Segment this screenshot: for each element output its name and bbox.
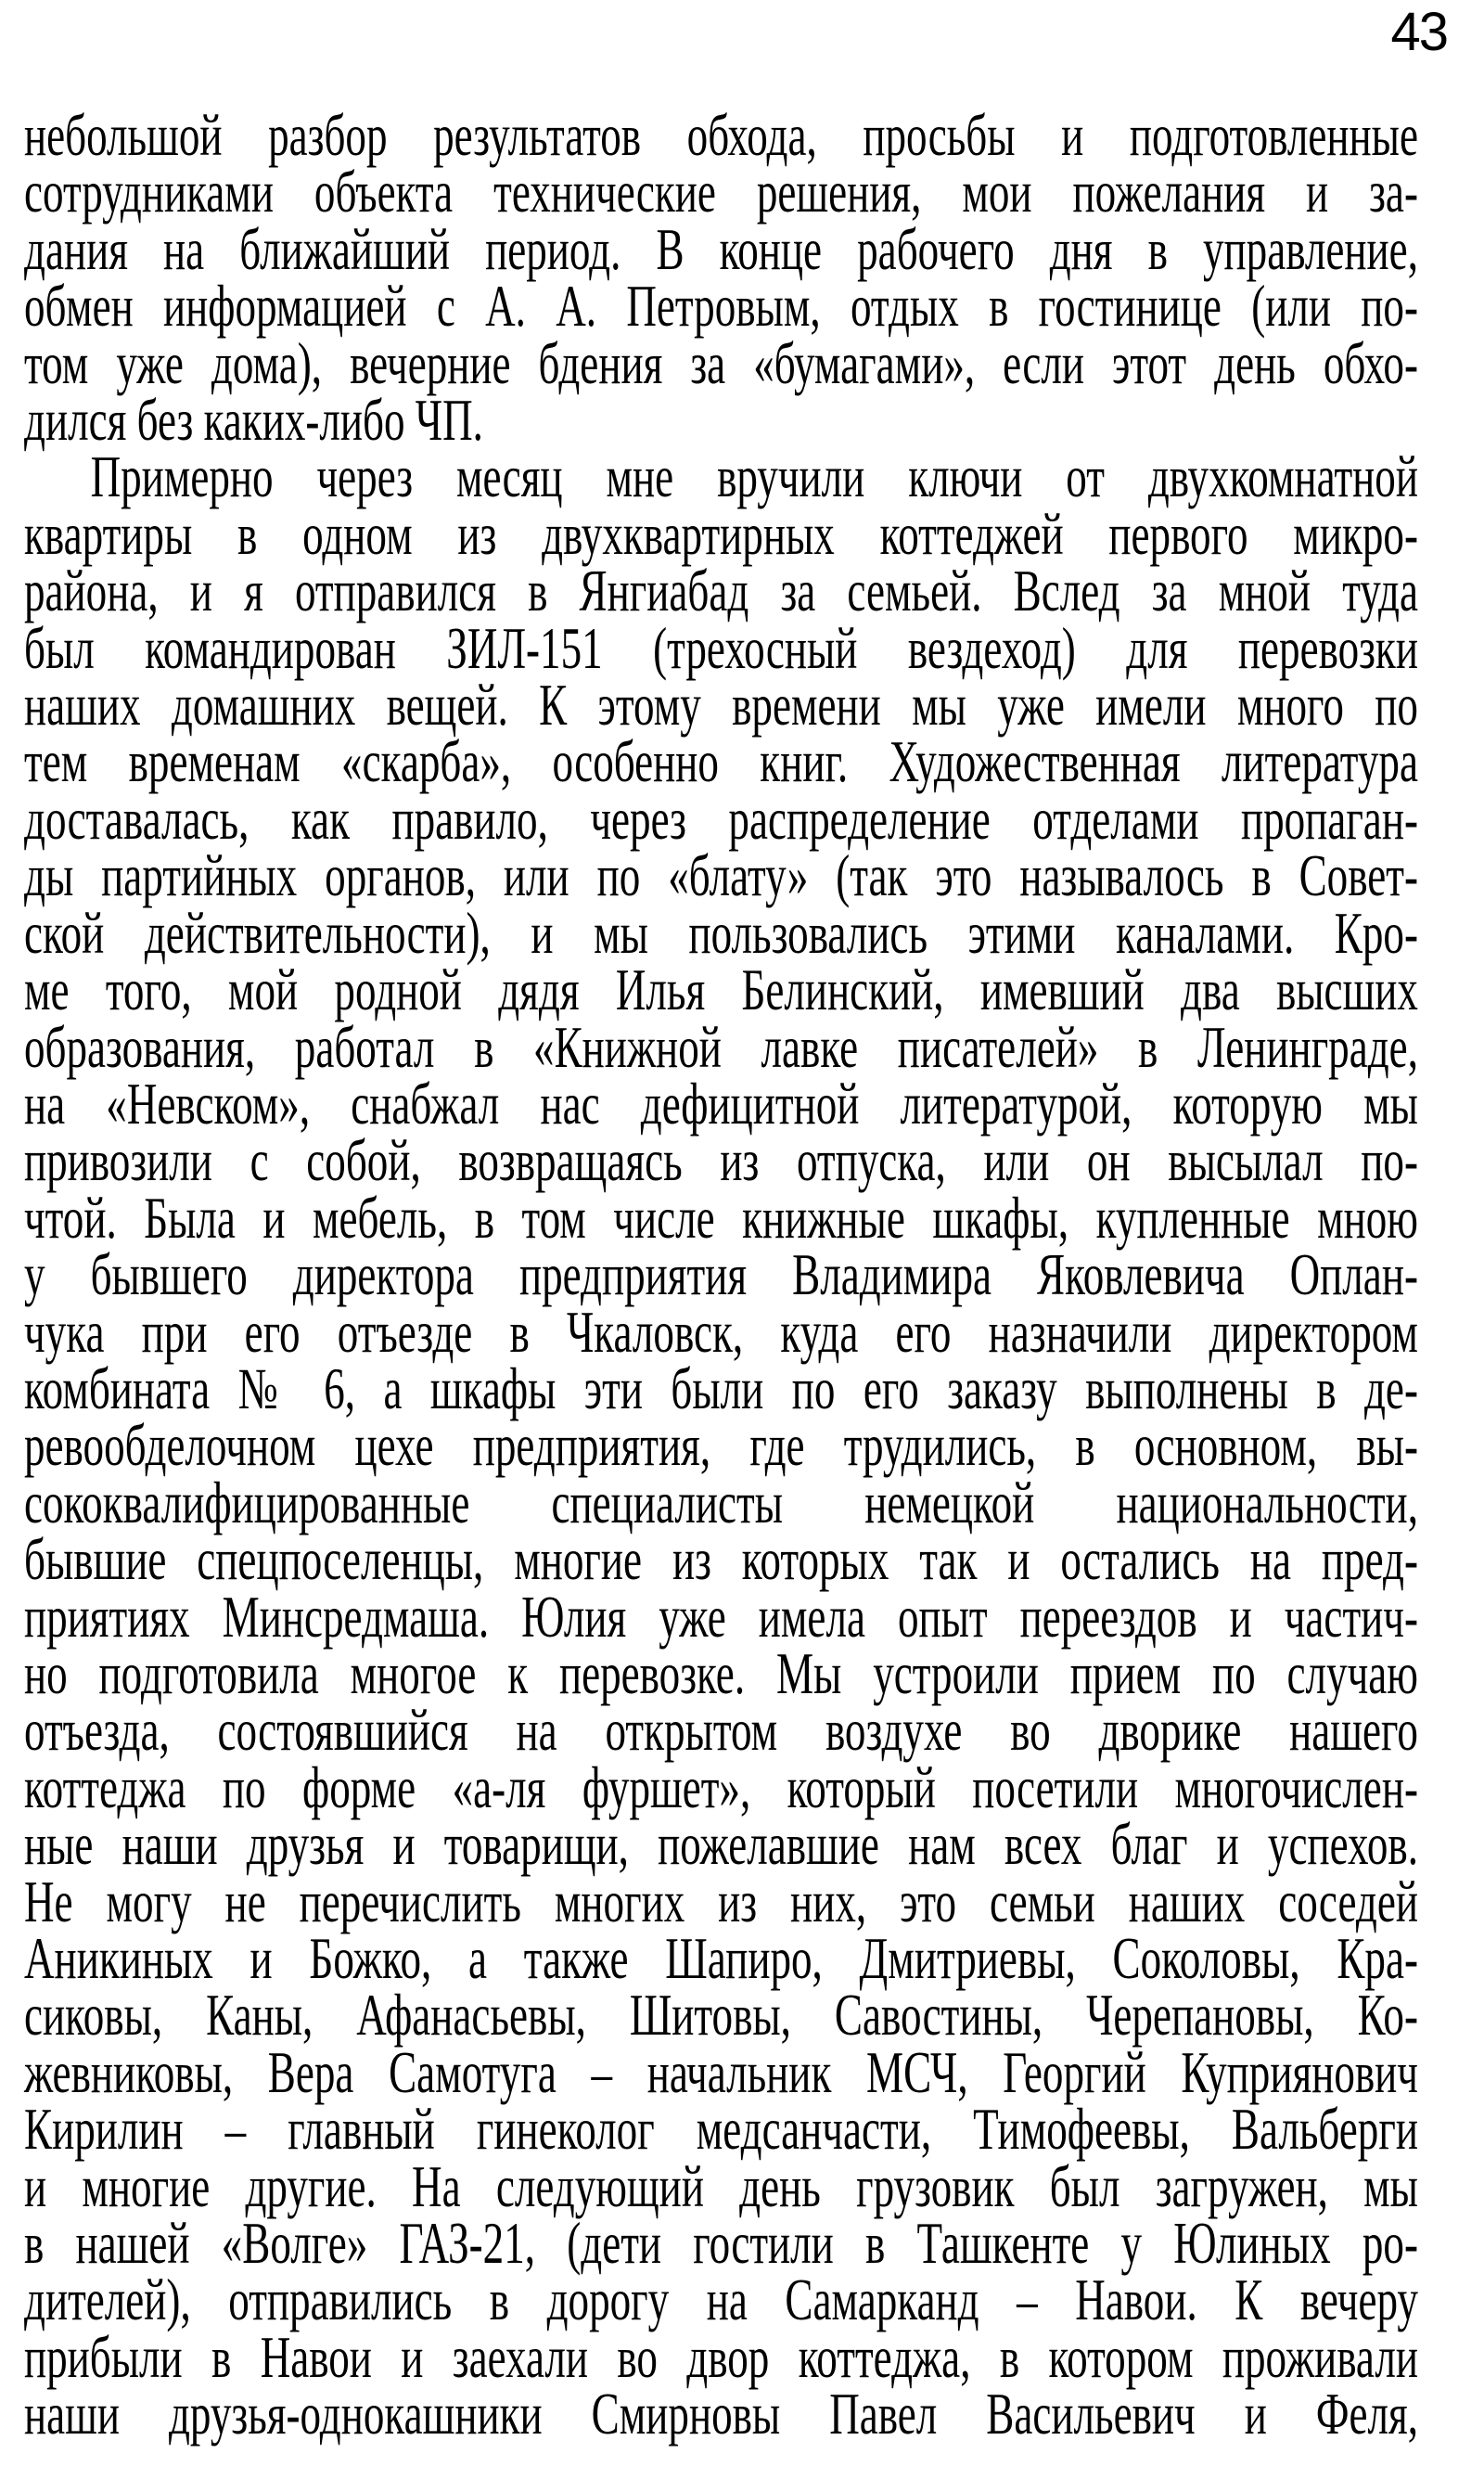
text-line: Аникиных и Божко, а также Шапиро, Дмитриевы, Соколовы, Кра- bbox=[24, 1926, 1418, 1991]
text-line: ные наши друзья и товарищи, пожелавшие нам всех благ и успехов. bbox=[24, 1812, 1418, 1878]
text-line: дания на ближайший период. В конце рабочего дня в управление, bbox=[24, 216, 1418, 282]
page-text bbox=[24, 103, 1418, 2447]
text-line: ме того, мой родной дядя Илья Белинский, имевший два высших bbox=[24, 957, 1418, 1023]
text-line: наших домашних вещей. К этому времени мы уже имели много по bbox=[24, 673, 1418, 739]
text-line: тем временам «скарба», особенно книг. Художественная литература bbox=[24, 729, 1418, 795]
text-line: отъезда, состоявшийся на открытом воздухе во дворике нашего bbox=[24, 1698, 1418, 1764]
text-line: том уже дома), вечерние бдения за «бумагами», если этот день обхо- bbox=[24, 330, 1418, 396]
text-line: привозили с собой, возвращаясь из отпуска, или он высылал по- bbox=[24, 1128, 1418, 1194]
text-line: образования, работал в «Книжной лавке писателей» в Ленинграде, bbox=[24, 1014, 1418, 1080]
text-line: в нашей «Волге» ГАЗ-21, (дети гостили в Ташкенте у Юлиных ро- bbox=[24, 2211, 1418, 2277]
text-line: квартиры в одном из двухквартирных коттеджей первого микро- bbox=[24, 501, 1418, 567]
text-line: ды партийных органов, или по «блату» (так это называлось в Совет- bbox=[24, 843, 1418, 909]
text-line: Не могу не перечислить многих из них, это семьи наших соседей bbox=[24, 1869, 1418, 1934]
text-line: комбината № 6, а шкафы эти были по его заказу выполнены в де- bbox=[24, 1355, 1418, 1421]
text-line: прибыли в Навои и заехали во двор коттеджа, в котором проживали bbox=[24, 2324, 1418, 2390]
text-line: Примерно через месяц мне вручили ключи от двухкомнатной bbox=[90, 444, 1418, 510]
text-line: сококвалифицированные специалисты немецкой национальности, bbox=[24, 1470, 1418, 1535]
text-line: на «Невском», снабжал нас дефицитной литературой, которую мы bbox=[24, 1071, 1418, 1137]
text-line: сиковы, Каны, Афанасьевы, Шитовы, Савостины, Черепановы, Ко- bbox=[24, 1983, 1418, 2049]
text-line: чука при его отъезде в Чкаловск, куда его назначили директором bbox=[24, 1299, 1418, 1365]
text-line: бывшие спецпоселенцы, многие из которых так и остались на пред- bbox=[24, 1527, 1418, 1593]
text-line: наши друзья-однокашники Смирновы Павел Васильевич и Феля, bbox=[24, 2382, 1418, 2447]
text-line: коттеджа по форме «а-ля фуршет», который посетили многочислен- bbox=[24, 1754, 1418, 1820]
text-line: обмен информацией с А. А. Петровым, отдых в гостинице (или по- bbox=[24, 274, 1418, 340]
text-line: приятиях Минсредмаша. Юлия уже имела опыт переездов и частич- bbox=[24, 1584, 1418, 1650]
text-line: Кирилин – главный гинеколог медсанчасти, Тимофеевы, Вальберги bbox=[24, 2097, 1418, 2163]
text-line: дителей), отправились в дорогу на Самарканд – Навои. К вечеру bbox=[24, 2267, 1418, 2333]
text-line: был командирован ЗИЛ-151 (трехосный вездеход) для перевозки bbox=[24, 615, 1418, 681]
text-line: доставалась, как правило, через распределение отделами пропаган- bbox=[24, 786, 1418, 852]
text-line: но подготовила многое к перевозке. Мы устроили прием по случаю bbox=[24, 1640, 1418, 1706]
text-line: небольшой разбор результатов обхода, просьбы и подготовленные bbox=[24, 103, 1418, 168]
text-line: ревообделочном цехе предприятия, где трудились, в основном, вы- bbox=[24, 1413, 1418, 1479]
text-line: и многие другие. На следующий день грузовик был загружен, мы bbox=[24, 2153, 1418, 2219]
page-number: 43 bbox=[1390, 2, 1447, 62]
text-line: ской действительности), и мы пользовались этими каналами. Кро- bbox=[24, 900, 1418, 966]
text-line: дился без каких-либо ЧП. bbox=[24, 388, 483, 454]
text-line: у бывшего директора предприятия Владимира Яковлевича Оплан- bbox=[24, 1242, 1418, 1308]
text-line: жевниковы, Вера Самотуга – начальник МСЧ, Георгий Куприянович bbox=[24, 2039, 1418, 2105]
text-line: района, и я отправился в Янгиабад за семьей. Вслед за мной туда bbox=[24, 559, 1418, 624]
text-line: сотрудниками объекта технические решения, мои пожелания и за- bbox=[24, 160, 1418, 225]
text-line: чтой. Была и мебель, в том числе книжные шкафы, купленные мною bbox=[24, 1185, 1418, 1251]
